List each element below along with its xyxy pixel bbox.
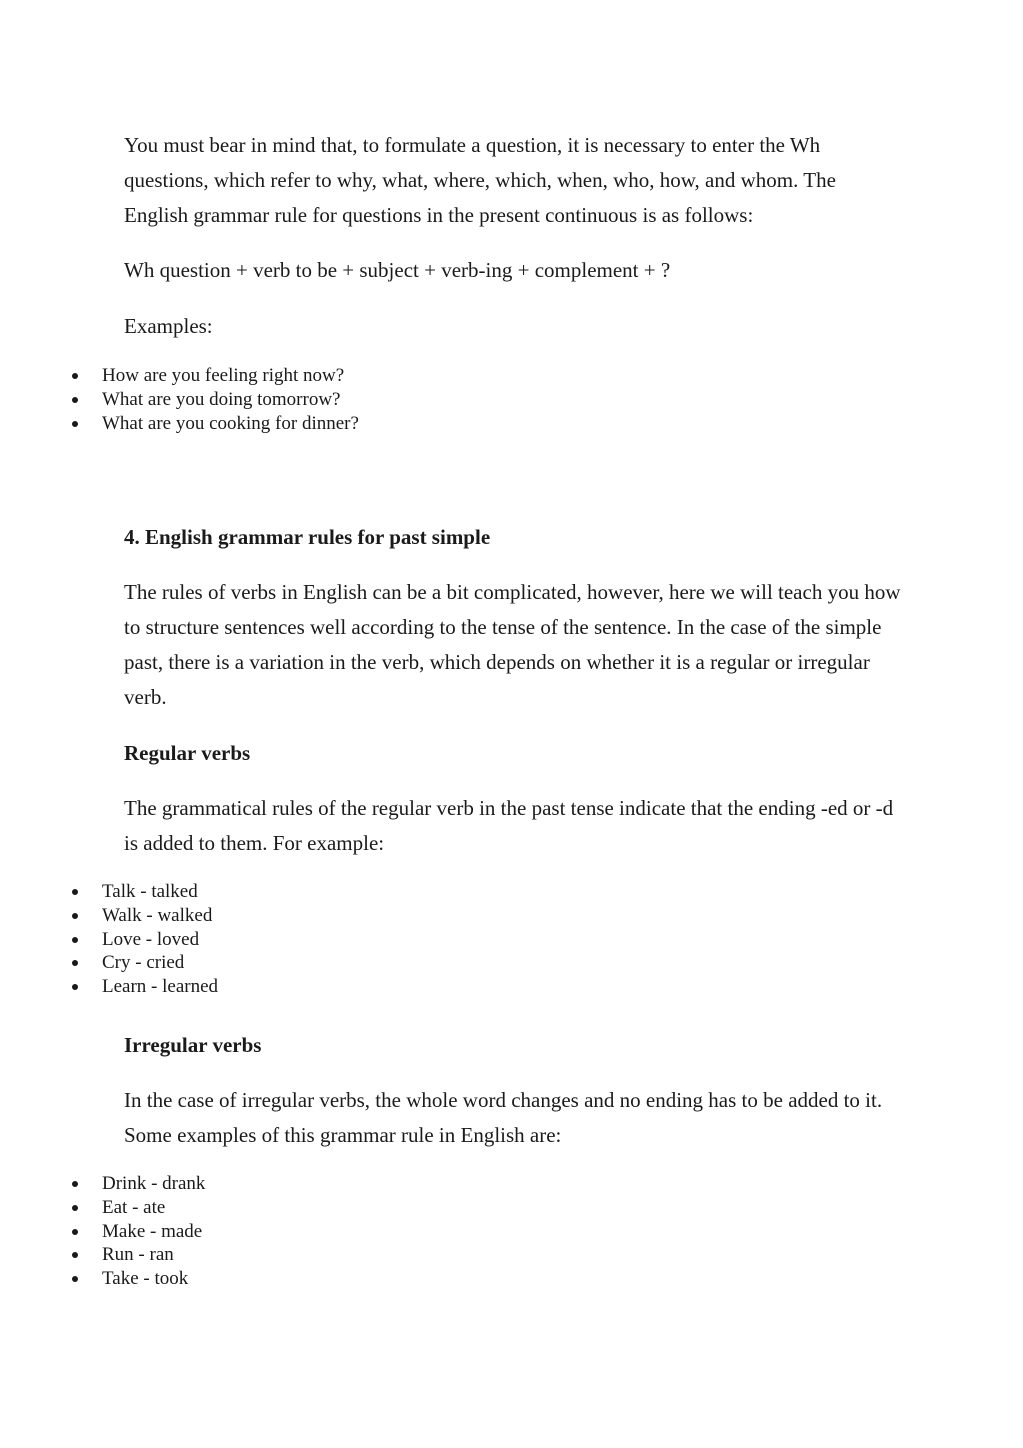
list-item: Drink - drank xyxy=(0,1172,205,1196)
list-item: Eat - ate xyxy=(0,1196,205,1220)
irregular-verbs-list xyxy=(0,1172,205,1291)
bullet-icon xyxy=(72,373,78,379)
list-item: Walk - walked xyxy=(0,904,218,928)
regular-verbs-list xyxy=(0,880,218,999)
list-item: Learn - learned xyxy=(0,975,218,999)
regular-verbs-heading: Regular verbs xyxy=(124,741,251,765)
bullet-icon xyxy=(72,960,78,966)
bullet-icon xyxy=(72,1276,78,1282)
list-item: Love - loved xyxy=(0,928,218,952)
bullet-icon xyxy=(72,937,78,943)
list-item: Take - took xyxy=(0,1267,205,1291)
list-item: Run - ran xyxy=(0,1243,205,1267)
irregular-verbs-paragraph: In the case of irregular verbs, the whole word changes and no ending has to be added to it. Some examples of this grammar rule in English are: xyxy=(124,1088,883,1147)
list-item: Cry - cried xyxy=(0,951,218,975)
bullet-icon xyxy=(72,1205,78,1211)
question-formula: Wh question + verb to be + subject + verb-ing + complement + ? xyxy=(124,258,671,282)
bullet-icon xyxy=(72,421,78,427)
examples-list xyxy=(0,364,359,435)
list-item: Make - made xyxy=(0,1220,205,1244)
bullet-icon xyxy=(72,913,78,919)
irregular-verbs-heading: Irregular verbs xyxy=(124,1033,262,1057)
section-heading-past-simple: 4. English grammar rules for past simple xyxy=(124,525,491,549)
list-item: What are you doing tomorrow? xyxy=(0,388,359,412)
list-item: What are you cooking for dinner? xyxy=(0,412,359,436)
bullet-icon xyxy=(72,1229,78,1235)
bullet-icon xyxy=(72,1252,78,1258)
bullet-icon xyxy=(72,397,78,403)
regular-verbs-paragraph: The grammatical rules of the regular verb in the past tense indicate that the ending -ed or -d is added to them. For example: xyxy=(124,796,894,855)
intro-paragraph: You must bear in mind that, to formulate a question, it is necessary to enter the Wh questions, which refer to why, what, where, which, when, who, how, and whom. The English grammar rule for questions in the present continuous is as follows: xyxy=(124,133,836,227)
examples-label: Examples: xyxy=(124,314,213,338)
bullet-icon xyxy=(72,984,78,990)
bullet-icon xyxy=(72,889,78,895)
bullet-icon xyxy=(72,1181,78,1187)
past-simple-paragraph: The rules of verbs in English can be a bit complicated, however, here we will teach you how to structure sentences well according to the tense of the sentence. In the case of the simple past, there is a variation in the verb, which depends on whether it is a regular or irregular verb. xyxy=(124,580,901,709)
list-item: Talk - talked xyxy=(0,880,218,904)
list-item: How are you feeling right now? xyxy=(0,364,359,388)
